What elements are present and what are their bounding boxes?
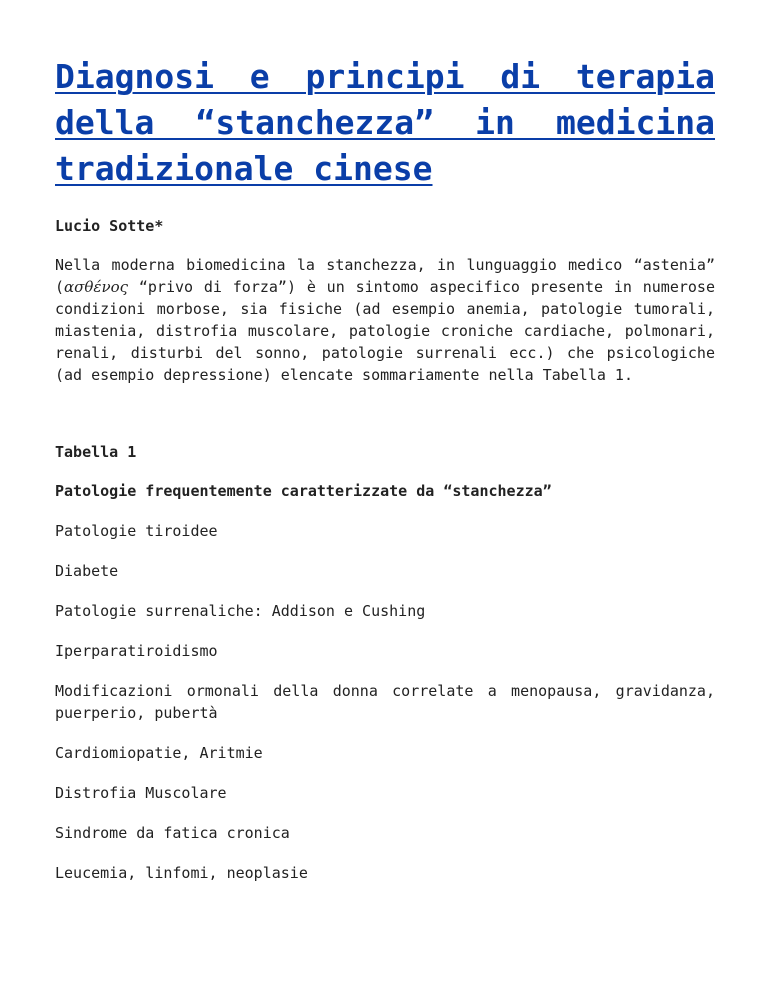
intro-paragraph bbox=[55, 254, 715, 386]
list-item: Leucemia, linfomi, neoplasie bbox=[55, 864, 308, 882]
list-item: Distrofia Muscolare bbox=[55, 784, 227, 802]
intro-text-before-greek: Nella moderna biomedicina la stanchezza, in lunguaggio medico “astenia” ( bbox=[55, 256, 715, 296]
list-item: Modificazioni ormonali della donna correlate a menopausa, gravidanza, puerperio, pubertà bbox=[55, 682, 715, 722]
list-item: Diabete bbox=[55, 562, 119, 580]
article-title-link[interactable]: Diagnosi e principi di terapia della “stanchezza” in medicina tradizionale cinese bbox=[55, 57, 715, 188]
table-caption: Patologie frequentemente caratterizzate da “stanchezza” bbox=[55, 482, 552, 500]
list-item: Cardiomiopatie, Aritmie bbox=[55, 744, 263, 762]
article bbox=[55, 54, 715, 884]
list-item: Iperparatiroidismo bbox=[55, 642, 218, 660]
pathology-list bbox=[55, 520, 715, 884]
intro-text-after-greek: “privo di forza”) è un sintomo aspecifico presente in numerose condizioni morbose, sia fisiche (ad esempio anemia, patologie tumorali, miastenia, distrofia muscolare, patologie croniche cardiache, polmonari, renali, disturbi del sonno, patologie surrenali ecc.) che psicologiche (ad esempio depressione) elencate sommariamente nella Tabella 1. bbox=[55, 278, 715, 384]
table-label: Tabella 1 bbox=[55, 443, 137, 461]
list-item: Patologie tiroidee bbox=[55, 522, 218, 540]
article-title bbox=[55, 54, 715, 192]
list-item: Sindrome da fatica cronica bbox=[55, 824, 290, 842]
list-item: Patologie surrenaliche: Addison e Cushing bbox=[55, 602, 426, 620]
article-author: Lucio Sotte* bbox=[55, 217, 164, 235]
intro-greek-word: ασθένος bbox=[64, 278, 129, 296]
